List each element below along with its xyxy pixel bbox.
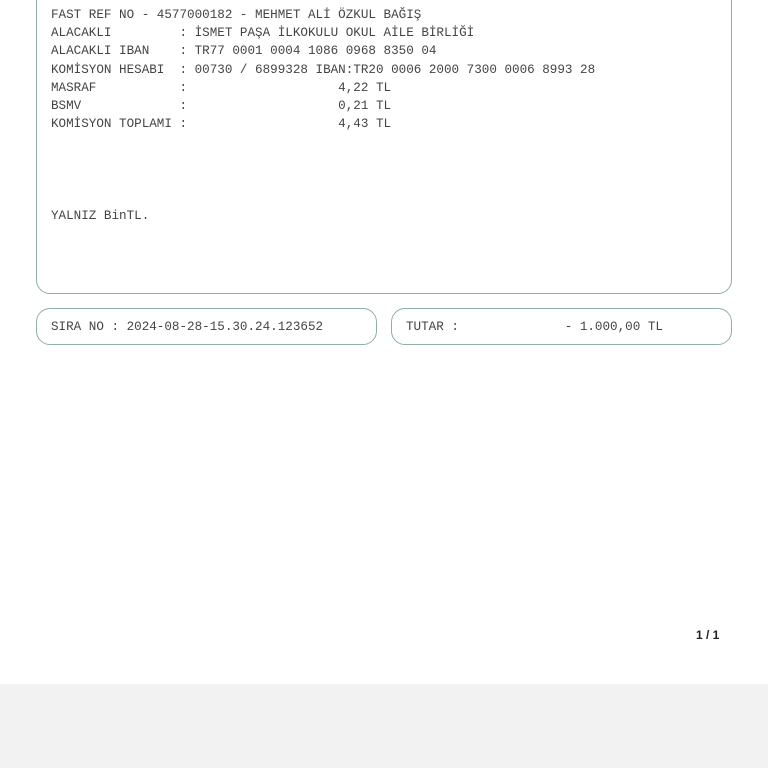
tutar-box	[391, 308, 732, 345]
masraf-line: MASRAF : 4,22 TL	[51, 81, 392, 95]
bsmv-line: BSMV : 0,21 TL	[51, 99, 392, 113]
page-number: 1 / 1	[696, 628, 720, 642]
sira-no: SIRA NO : 2024-08-28-15.30.24.123652	[51, 320, 324, 334]
amount-in-words: YALNIZ BinTL.	[51, 209, 150, 223]
viewer-background	[0, 684, 768, 768]
alacakli-iban-line: ALACAKLI IBAN : TR77 0001 0004 1086 0968 8350 04	[51, 44, 437, 58]
komisyon-toplami-line: KOMİSYON TOPLAMI : 4,43 TL	[51, 117, 392, 131]
komisyon-hesabi-line: KOMİSYON HESABI : 00730 / 6899328 IBAN:TR20 0006 2000 7300 0006 8993 28	[51, 63, 596, 77]
fast-ref-line: FAST REF NO - 4577000182 - MEHMET ALİ ÖZKUL BAĞIŞ	[51, 8, 422, 22]
alacakli-line: ALACAKLI : İSMET PAŞA İLKOKULU OKUL AİLE BİRLİĞİ	[51, 26, 475, 40]
tutar-amount: TUTAR : - 1.000,00 TL	[406, 320, 663, 334]
sira-no-box	[36, 308, 377, 345]
